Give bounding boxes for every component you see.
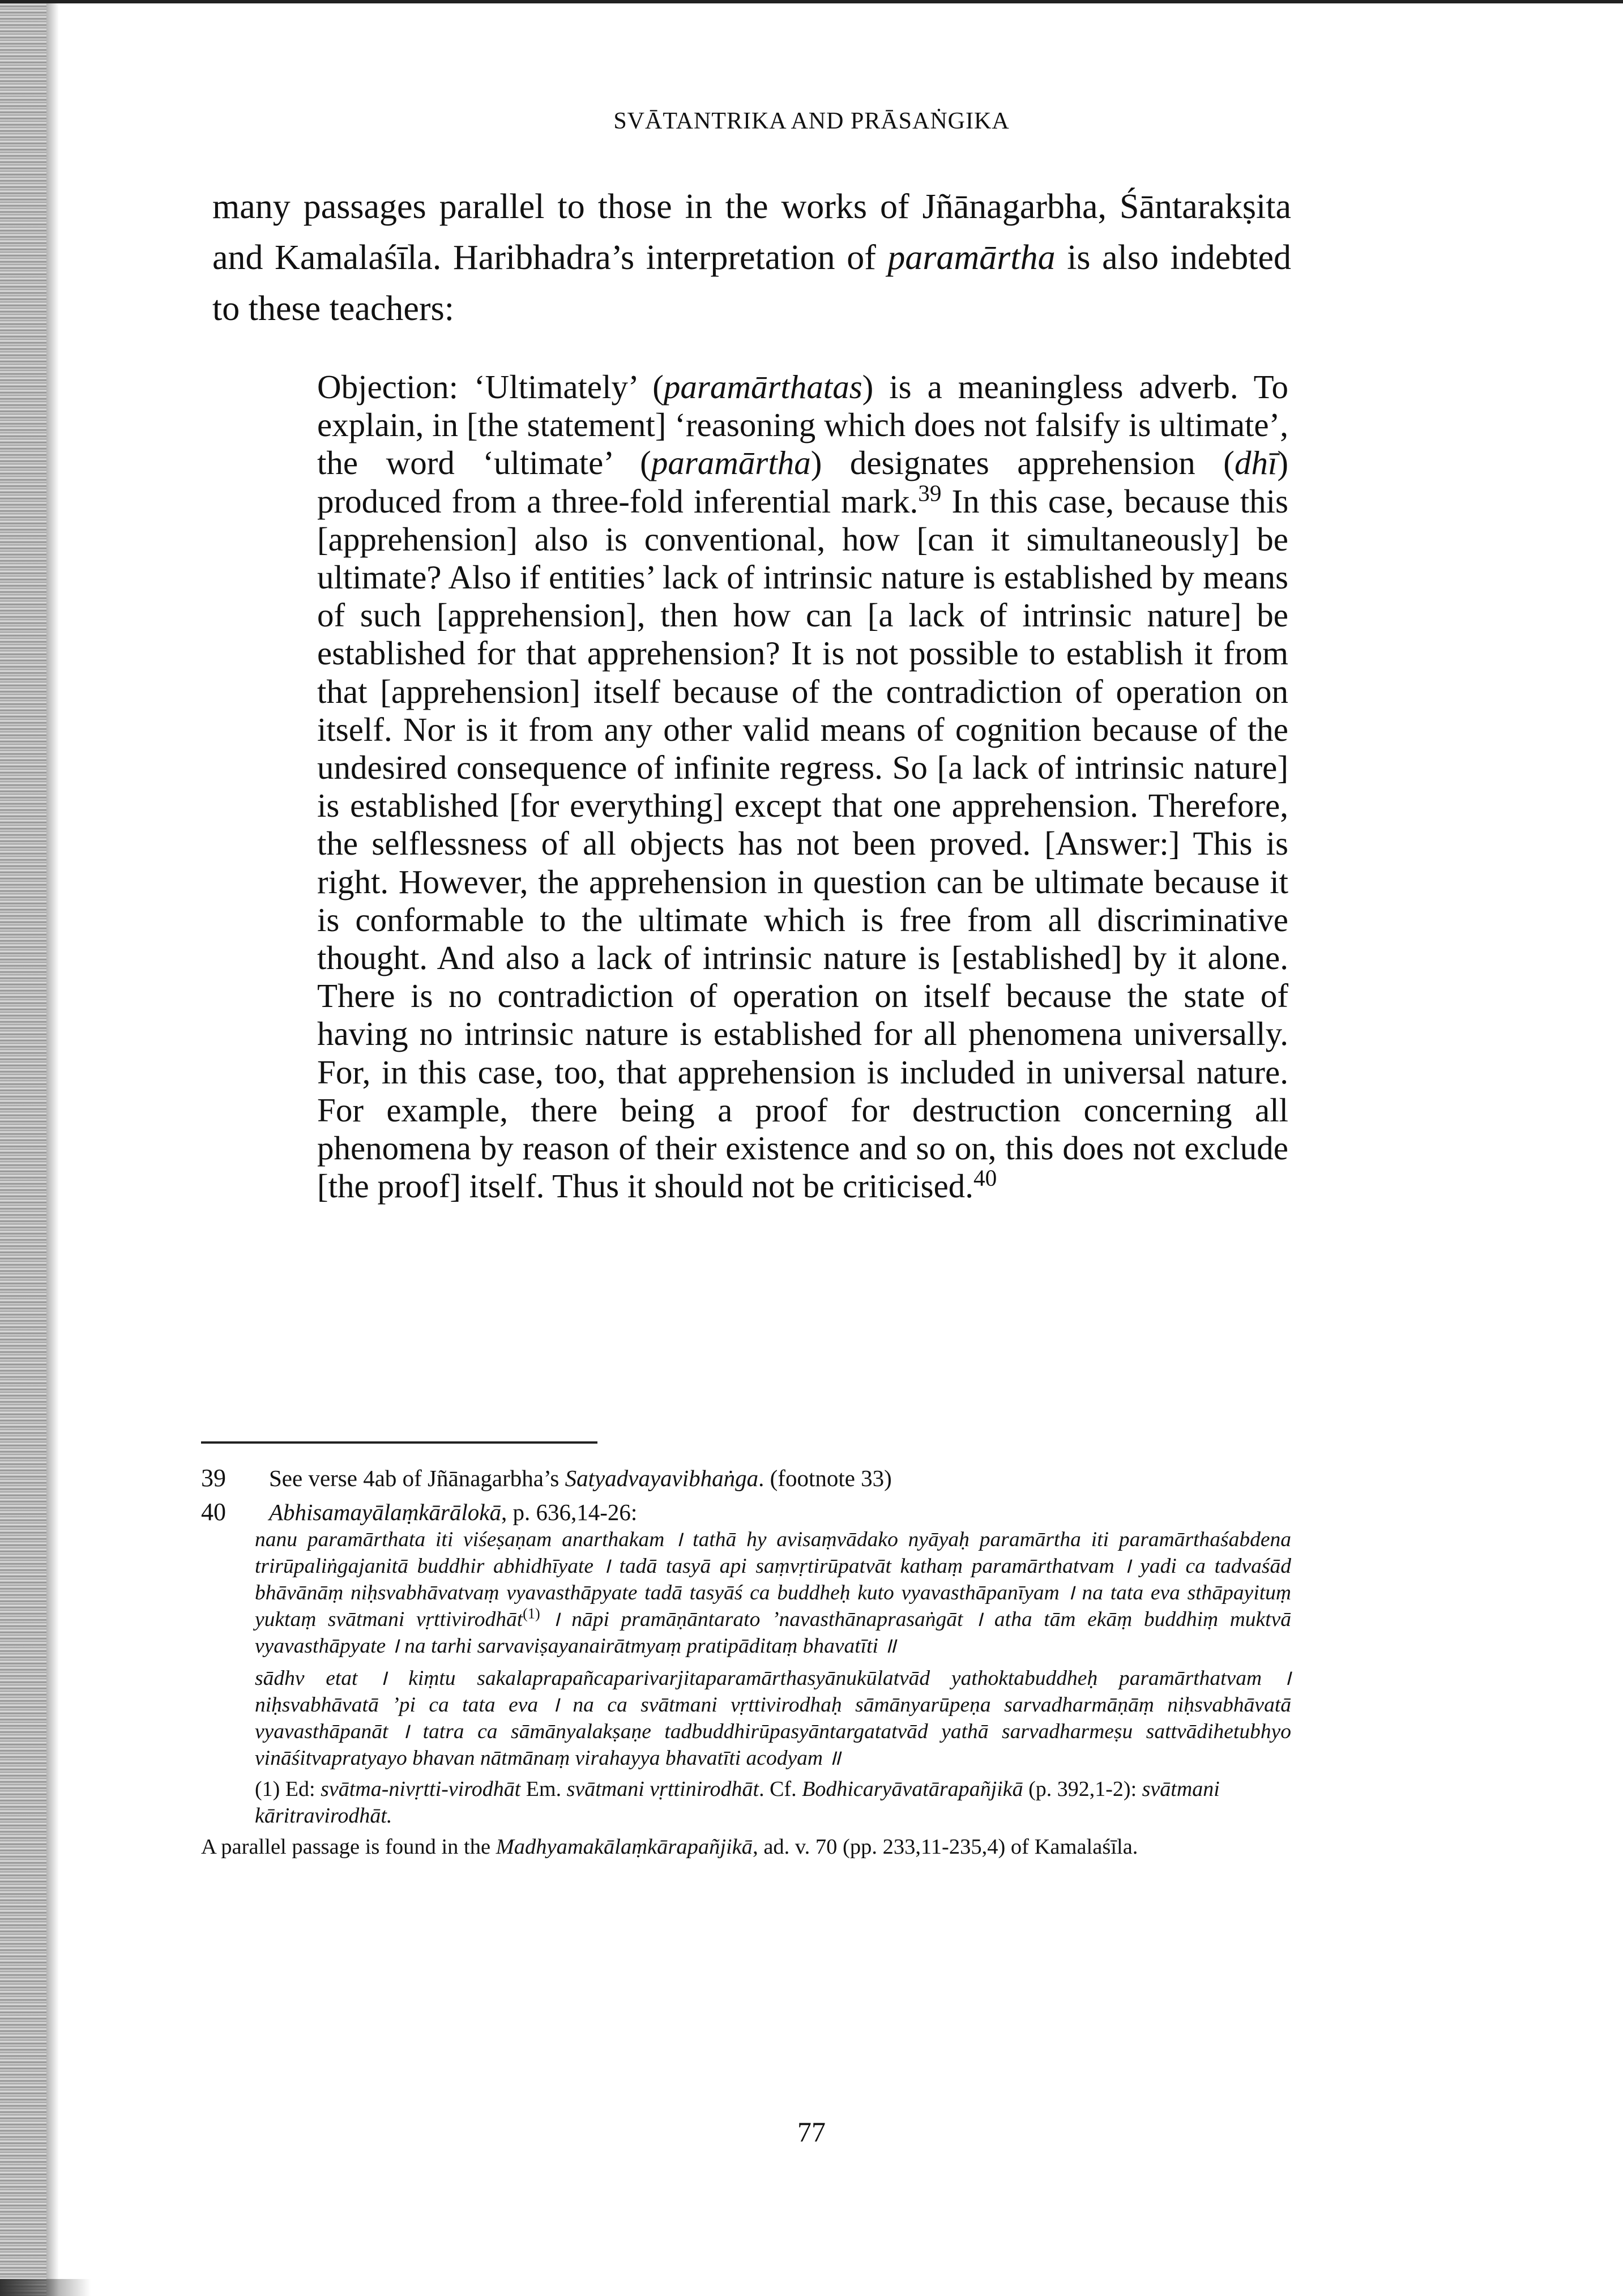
work-title: Abhisamayālaṃkārālokā [269, 1499, 501, 1525]
footnote-ref-40[interactable]: 40 [973, 1164, 997, 1191]
sanskrit-text: nanu paramārthata iti viśeṣaṇam anarthakam । tathā hy avisaṃvādako nyāyaḥ paramārtha iti paramārthaśabdena trirūpaliṅgajanitā buddhir abhidhīyate । tadā tasyā api saṃvṛtirūpatvāt kathaṃ paramārthatvam । yadi ca tadvaśād bhāvānāṃ niḥsvabhāvatvaṃ vyavasthāpyate tadā tasyāś ca buddheḥ kuto vyavasthāpanīyam । na tata eva sthāpayituṃ yuktaṃ svātmani vṛttivirodhāt [255, 1528, 1291, 1631]
editorial-mark: (1) [523, 1605, 540, 1622]
parallel-passage-note [201, 1834, 1291, 1860]
block-quotation [317, 368, 1288, 1205]
quote-term-paramartha: paramārtha [651, 444, 811, 482]
quote-text: ) produced from a three-fold inferential mark. [317, 444, 1288, 520]
work-title: Bodhicaryāvatārapañjikā [802, 1777, 1023, 1801]
quote-text: In this case, because this [apprehension] also is conventional, how [can it simultaneously] be ultimate? Also if entities’ lack of intrinsic nature is established by means of such [apprehension], then how can [a lack of intrinsic nature] be established for that apprehension? It is not possible to establish it from that [apprehension] itself because of the contradiction of operation on itself. Nor is it from any other valid means of cognition because of the undesired consequence of infinite regress. So [a lack of intrinsic nature] is established [for everything] except that one apprehension. Therefore, the selflessness of all objects has not been proved. [Answer:] This is right. However, the apprehension in question can be ultimate because it is conformable to the ultimate which is free from all discriminative thought. And also a lack of intrinsic nature is [established] by it alone. There is no contradiction of operation on itself because the state of having no intrinsic nature is established for all phenomena universally. For, in this case, too, that apprehension is included in universal nature. For example, there being a proof for destruction concerning all phenomena by reason of their existence and so on, this does not exclude [the proof] itself. Thus it should not be criticised. [317, 482, 1288, 1205]
page-number: 77 [797, 2116, 826, 2148]
footnote-number: 39 [201, 1464, 226, 1492]
quote-term-paramarthatas: paramārthatas [663, 368, 862, 406]
scan-bottom-shadow [0, 2279, 91, 2296]
scan-top-edge [0, 0, 1623, 3]
quote-text: ) designates apprehension ( [810, 444, 1235, 482]
quote-term-dhi: dhī [1234, 444, 1278, 482]
book-spine-shadow [0, 0, 46, 2296]
spine-edge-shading [46, 0, 59, 2296]
body-paragraph [212, 181, 1291, 334]
work-title: Madhyamakālaṃkārapañjikā [496, 1835, 753, 1859]
footnote-text [269, 1464, 1291, 1492]
body-term-paramartha: paramārtha [887, 238, 1056, 277]
footnotes [201, 1464, 1291, 1860]
source-reference: , p. 636,14-26: [501, 1499, 638, 1525]
footnote-ref-39[interactable]: 39 [918, 479, 942, 506]
sanskrit-text: । nāpi pramāṇāntarato ’navasthānaprasaṅgāt । atha tām ekāṃ buddhiṃ muktvā vyavasthāpyate । na tarhi sarvaviṣayanairātmyaṃ pratipāditaṃ bhavatīti ॥ [255, 1608, 1291, 1658]
note-reading: svātma-nivṛtti-virodhāt [321, 1777, 521, 1801]
footnote-text [269, 1498, 1291, 1526]
note-text: (1) Ed: [255, 1777, 321, 1801]
footnote-separator [201, 1441, 597, 1444]
footnote-40 [201, 1498, 1291, 1526]
note-reading: svātmani vṛttinirodhāt [566, 1777, 759, 1801]
running-head: SVĀTANTRIKA AND PRĀSAṄGIKA [613, 108, 1010, 134]
note-text: (p. 392,1-2): [1023, 1777, 1142, 1801]
note-reading: svātmani kāritravirodhāt. [255, 1777, 1220, 1828]
body-text: is also indebted to these teachers: [212, 238, 1291, 328]
note-text: . Cf. [759, 1777, 802, 1801]
quote-text: ) is a meaningless adverb. To explain, in [the statement] ‘reasoning which does not falsify is ultimate’, the word ‘ultimate’ ( [317, 368, 1288, 482]
quote-text: Objection: ‘Ultimately’ ( [317, 368, 664, 406]
sanskrit-passage-objection [201, 1526, 1291, 1659]
work-title: Satyadvayavibhaṅga [565, 1465, 759, 1491]
footnote-39 [201, 1464, 1291, 1492]
body-text: many passages parallel to those in the works of Jñānagarbha, Śāntarakṣita and Kamalaśīla. Haribhadra’s interpretation of [212, 187, 1291, 277]
note-text: , ad. v. 70 (pp. 233,11-235,4) of Kamalaśīla. [753, 1835, 1138, 1859]
editorial-note [201, 1776, 1291, 1829]
footnote-text-part: . (footnote 33) [758, 1465, 892, 1491]
footnote-number: 40 [201, 1498, 226, 1526]
note-text: A parallel passage is found in the [201, 1835, 496, 1859]
footnote-text-part: See verse 4ab of Jñānagarbha’s [269, 1465, 565, 1491]
note-text: Em. [520, 1777, 567, 1801]
sanskrit-passage-answer: sādhv etat । kiṃtu sakalaprapañcaparivarjitaparamārthasyānukūlatvād yathoktabuddheḥ paramārthatvam । niḥsvabhāvatā ’pi ca tata eva । na ca svātmani vṛttivirodhaḥ sāmānyarūpeṇa sarvadharmāṇāṃ niḥsvabhāvatā vyavasthāpanāt । tatra ca sāmānyalakṣaṇe tadbuddhirūpasyāntargatatvād yathā sarvadharmeṣu sattvādihetubhyo vināśitvapratyayo bhavan nātmānaṃ virahayya bhavatīti acodyam ॥ [255, 1667, 1291, 1770]
